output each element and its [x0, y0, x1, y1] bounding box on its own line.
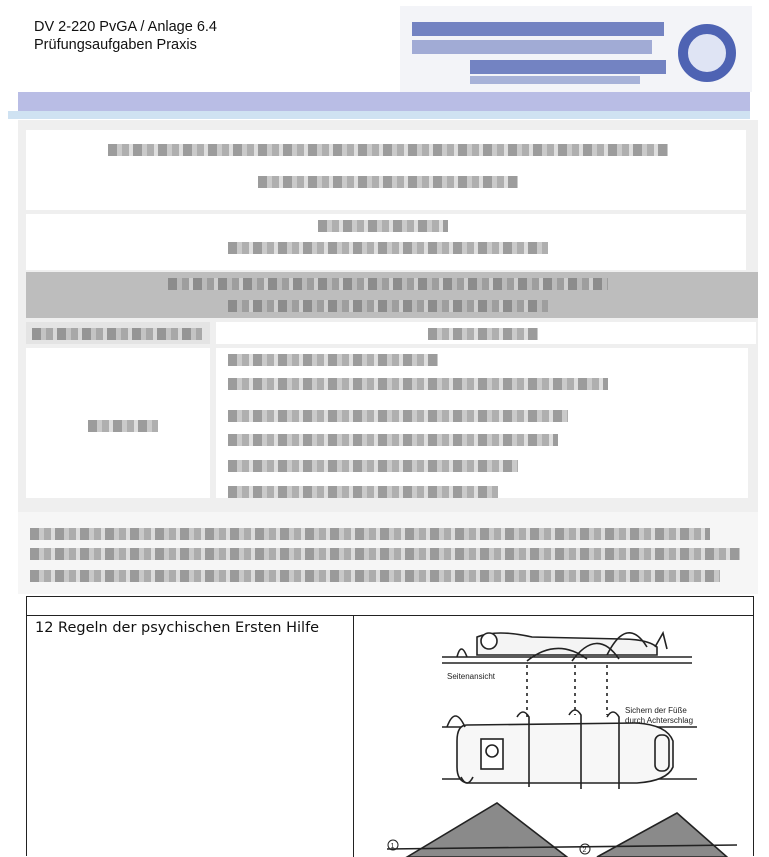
table-row-divider: [26, 615, 754, 616]
step-2-marker: 2: [582, 847, 587, 854]
document-subtitle: Prüfungsaufgaben Praxis: [34, 37, 197, 53]
table-row-label: 12 Regeln der psychischen Ersten Hilfe: [35, 620, 320, 636]
document-id: DV 2-220 PvGA / Anlage 6.4: [34, 19, 217, 35]
feet-label-2: durch Achterschlag: [625, 716, 694, 725]
organization-logo: [400, 6, 752, 92]
header-band-accent: [8, 111, 750, 119]
document-header: [34, 18, 217, 54]
table-column-divider: [353, 615, 354, 857]
header-band: [18, 92, 750, 111]
side-view-label: Seitenansicht: [447, 672, 496, 681]
redacted-content-area: [18, 120, 758, 594]
stretcher-illustration: [357, 617, 753, 857]
document-table: [26, 596, 754, 856]
feet-label: Sichern der Füße: [625, 706, 687, 715]
step-1-marker: 1: [390, 843, 395, 850]
